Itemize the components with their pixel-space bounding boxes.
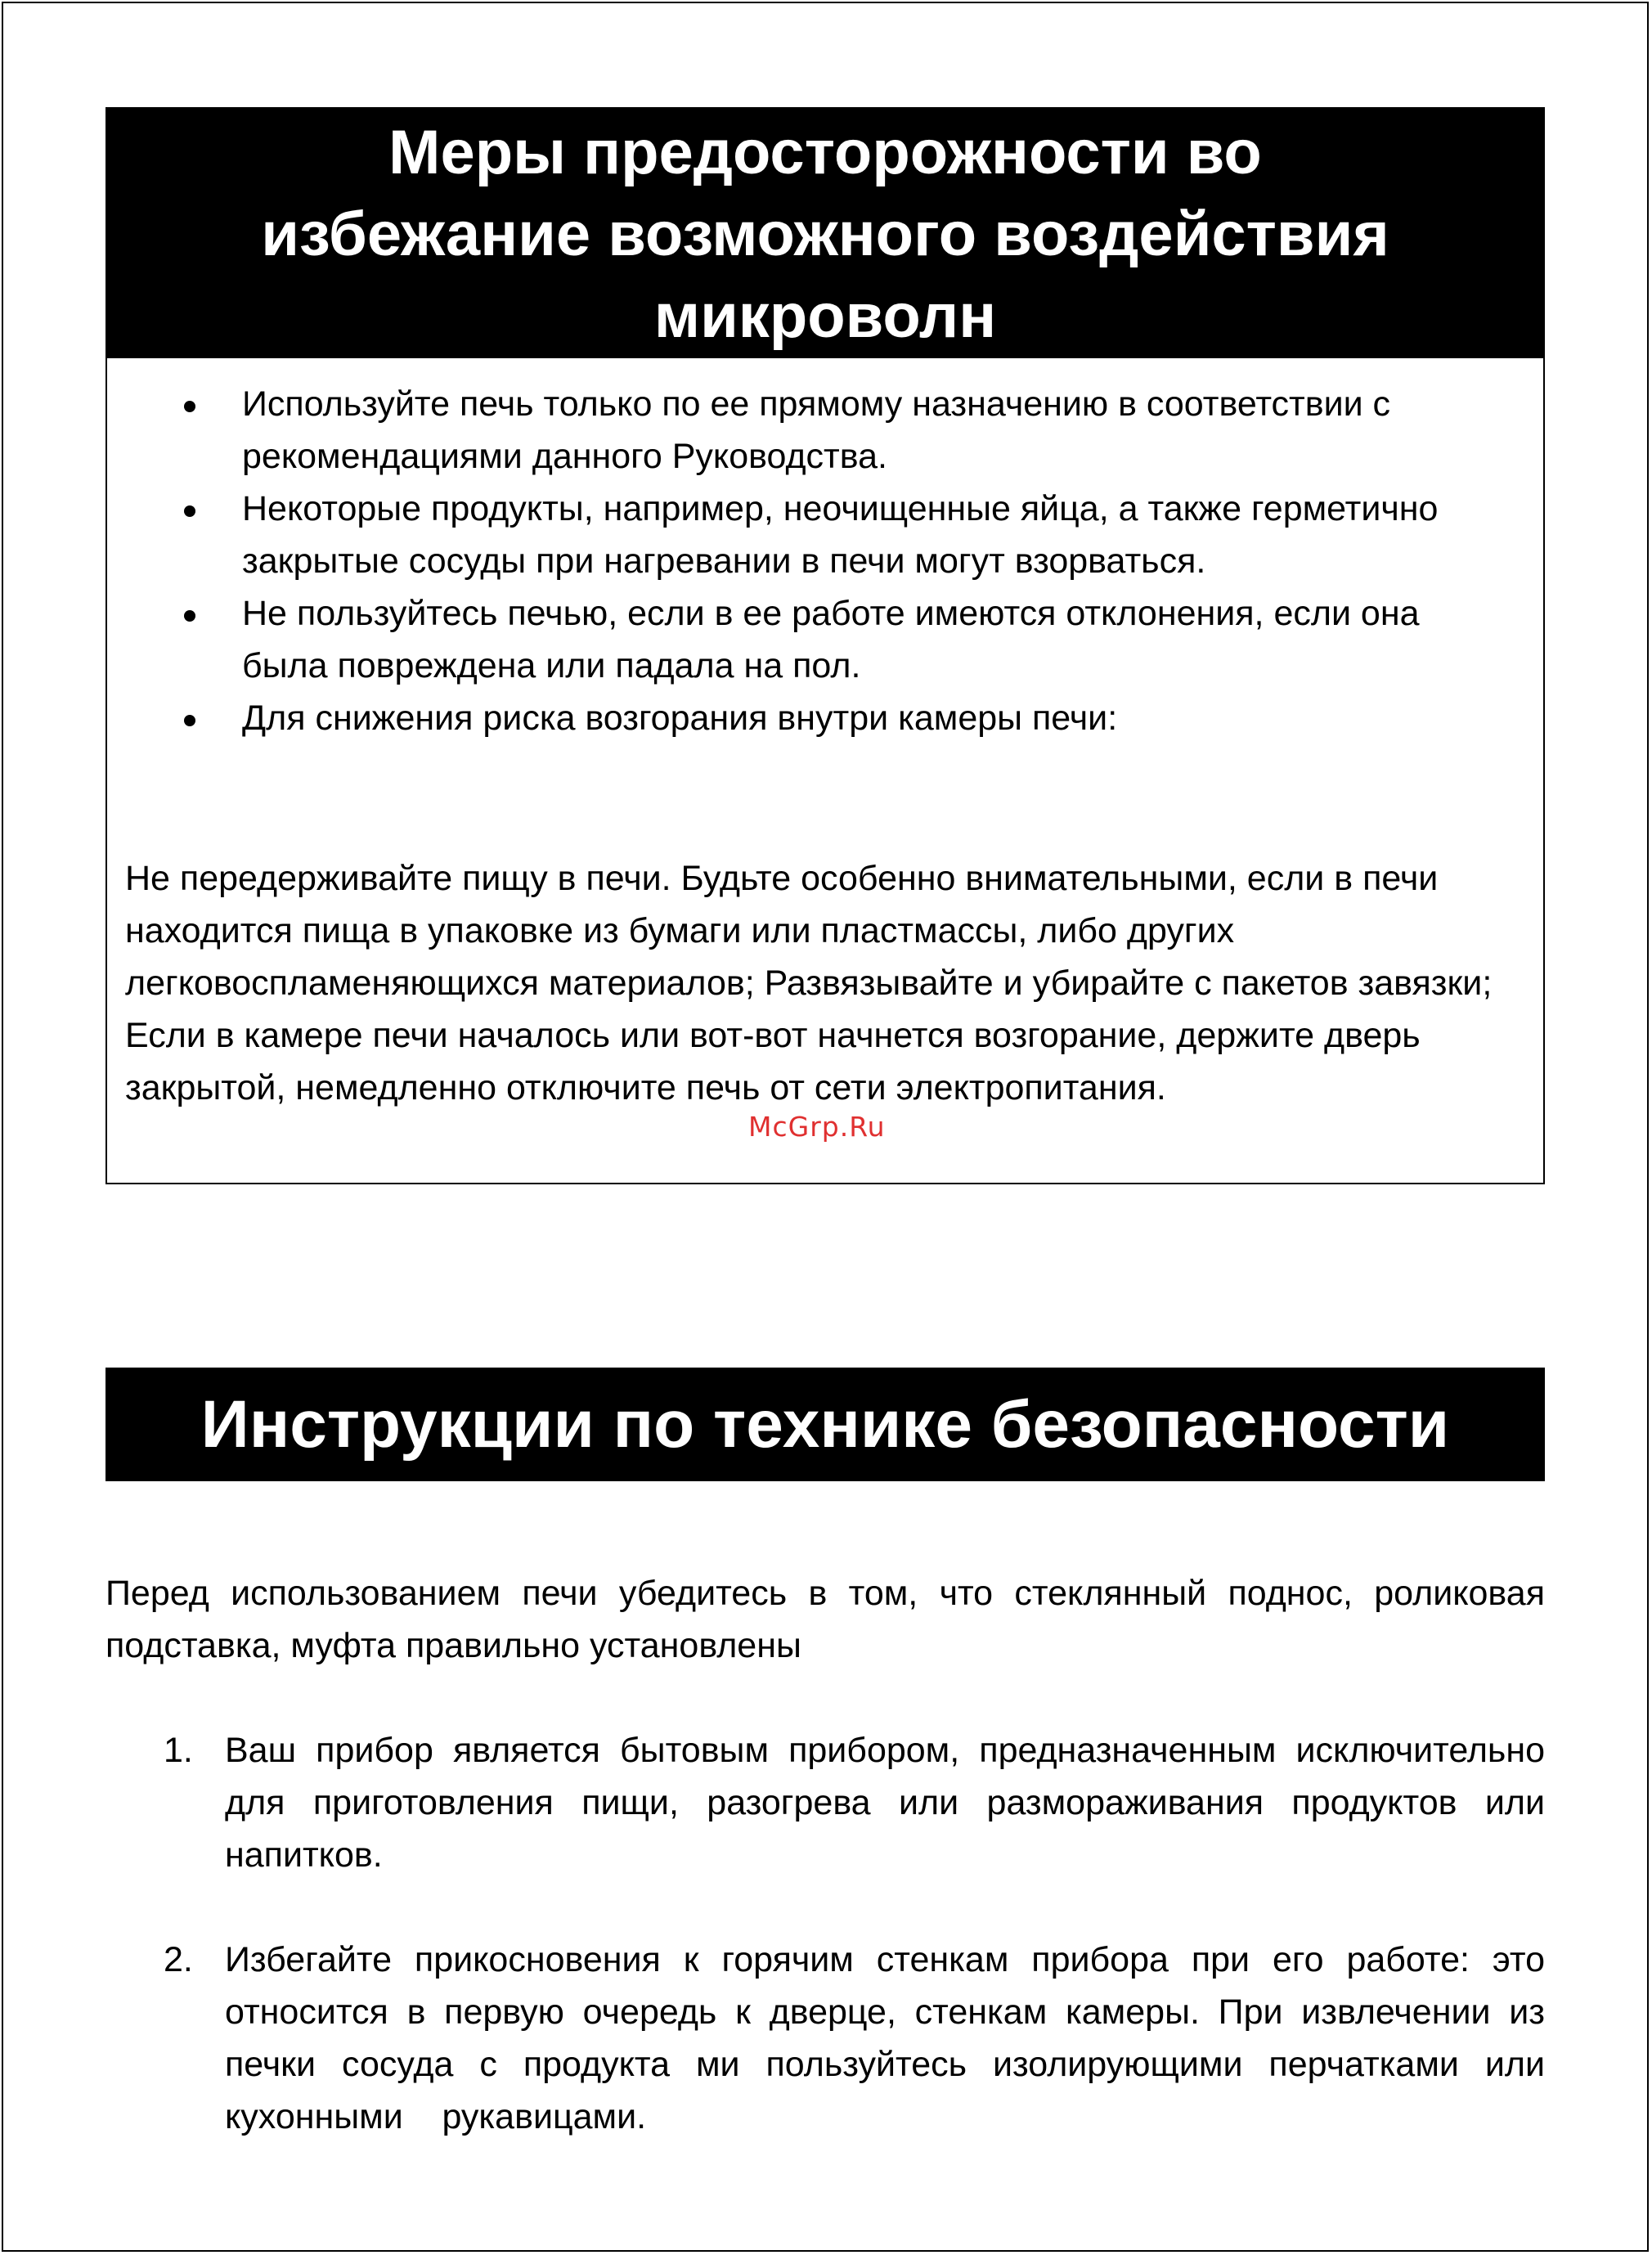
title-line: Меры предосторожности во — [388, 118, 1262, 187]
bullet-icon — [184, 401, 195, 412]
bullet-icon — [184, 505, 195, 517]
title-line: избежание возможного воздействия — [261, 200, 1389, 269]
fire-risk-paragraph: Не передерживайте пищу в печи. Будьте особенно внимательными, если в печи находится пища в упаковке из бумаги или пластмассы, либо других легковоспламеняющихся материалов; Развязывайте и убирайте с пакетов завязки; Если в камере печи началось или вот-вот начнется возгорание, держите дверь закрытой, немедленно отключите печь от сети электропитания. — [125, 859, 1493, 1107]
bullet-icon — [184, 715, 195, 726]
list-item-text: Некоторые продукты, например, неочищенные яйца, а также герметично закрытые сосуды при нагревании в печи могут взорваться. — [242, 489, 1439, 581]
list-item-text: Для снижения риска возгорания внутри камеры печи: — [242, 699, 1118, 738]
list-item-text: Используйте печь только по ее прямому назначению в соответствии с рекомендациями данного Руководства. — [242, 384, 1391, 476]
section-title-safety-instructions: Инструкции по технике безопасности — [105, 1368, 1545, 1481]
title-line: микроволн — [653, 281, 997, 351]
precautions-list — [107, 378, 1530, 744]
list-item — [107, 692, 1530, 744]
list-item-number: 1. — [164, 1731, 193, 1770]
list-item — [107, 587, 1530, 692]
instructions-list — [105, 1724, 1555, 2195]
precautions-box — [105, 357, 1545, 1184]
list-item-number: 2. — [164, 1940, 193, 1979]
list-item — [105, 1724, 1545, 1881]
list-item — [107, 378, 1530, 483]
list-item-text: Избегайте прикосновения к горячим стенкам прибора при его работе: это относится в первую очередь к дверце, стенкам камеры. При извлечении из печки сосуда с продукта ми пользуйтесь изолирующими перчатками или кухонными рукавицами. — [225, 1940, 1555, 2136]
intro-paragraph: Перед использованием печи убедитесь в том, что стеклянный поднос, роликовая подставка, муфта правильно установлены — [105, 1574, 1545, 1665]
bullet-icon — [184, 610, 195, 622]
list-item-text: Не пользуйтесь печью, если в ее работе имеются отклонения, если она была повреждена или падала на пол. — [242, 594, 1469, 685]
list-item — [107, 483, 1530, 587]
watermark: McGrp.Ru — [748, 1111, 886, 1143]
section-title-microwave-precautions — [105, 107, 1545, 357]
list-item-text: Ваш прибор является бытовым прибором, предназначенным исключительно для приготовления пищи, разогрева или размораживания продуктов или напитков. — [225, 1731, 1545, 1875]
list-item — [105, 1934, 1555, 2143]
